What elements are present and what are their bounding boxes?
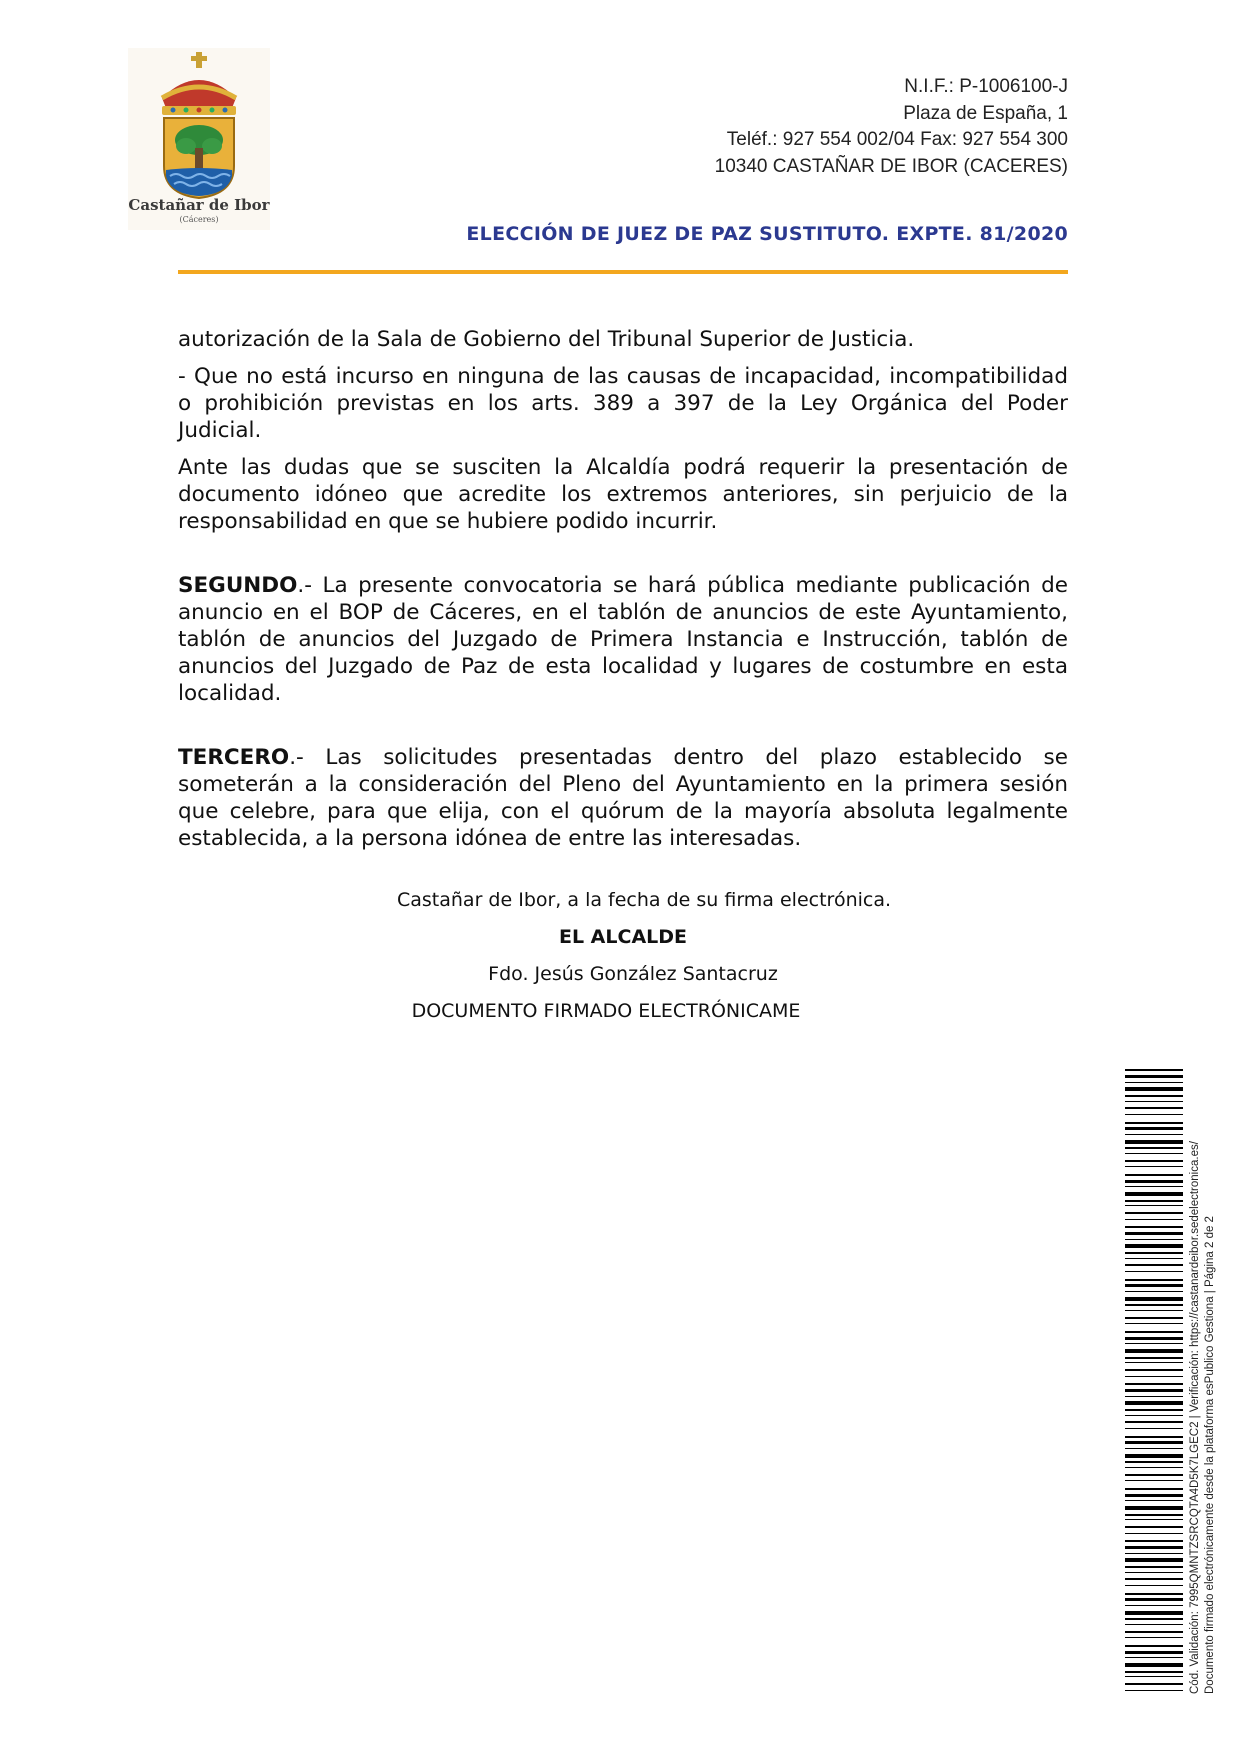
tercero-label: TERCERO: [178, 745, 290, 770]
signer-role: EL ALCALDE: [558, 926, 688, 948]
phone-line: Teléf.: 927 554 002/04 Fax: 927 554 300: [726, 129, 1068, 150]
address-line: Plaza de España, 1: [903, 102, 1068, 124]
document-body: [178, 326, 1068, 852]
segundo-label: SEGUNDO: [178, 573, 298, 598]
verification-text: [1188, 1069, 1228, 1694]
tercero-text: .- Las solicitudes presentadas dentro del plazo establecido se someterán a la consideración del Pleno del Ayuntamiento en la primera sesión que celebre, para que elija, con el quórum de la mayoría absoluta legalmente establecida, a la persona idónea de entre las interesadas.: [178, 745, 1068, 851]
signer-name: Fdo. Jesús González Santacruz: [488, 963, 778, 985]
paragraph-tercero: [178, 744, 1068, 852]
header-divider: [178, 270, 1068, 274]
verification-line-1: Cód. Validación: 7995QMNTZSRCQTA4D5K7LGEC2 | Verificación: https://castanardeibor.sedelectronica.es/: [1189, 1141, 1201, 1694]
paragraph-incapacity: - Que no está incurso en ninguna de las causas de incapacidad, incompatibilidad o prohibición previstas en los arts. 389 a 397 de la Ley Orgánica del Poder Judicial.: [178, 364, 1068, 443]
paragraph-segundo: [178, 572, 1068, 707]
logo-caption: Castañar de Ibor: [128, 196, 270, 214]
signature-block: [178, 882, 1068, 1030]
place-date: Castañar de Ibor, a la fecha de su firma electrónica.: [396, 889, 892, 911]
logo-subcaption: (Cáceres): [179, 215, 219, 224]
city-line: 10340 CASTAÑAR DE IBOR (CACERES): [714, 155, 1068, 177]
verification-line-2: Documento firmado electrónicamente desde la plataforma esPublico Gestiona | Página 2 de 2: [1204, 1216, 1216, 1694]
signature-note: DOCUMENTO FIRMADO ELECTRÓNICAME: [411, 1000, 801, 1022]
paragraph-doubts: Ante las dudas que se susciten la Alcaldía podrá requerir la presentación de documento idóneo que acredite los extremos anteriores, sin perjuicio de la responsabilidad en que se hubiere podido incurrir.: [178, 455, 1068, 534]
verification-barcode: [1125, 1069, 1183, 1694]
nif-line: N.I.F.: P-1006100-J: [904, 76, 1068, 97]
contact-block: [715, 74, 1068, 180]
document-title: ELECCIÓN DE JUEZ DE PAZ SUSTITUTO. EXPTE. 81/2020: [466, 223, 1068, 245]
paragraph-authorization: autorización de la Sala de Gobierno del Tribunal Superior de Justicia.: [178, 327, 915, 352]
segundo-text: .- La presente convocatoria se hará pública mediante publicación de anuncio en el BOP de Cáceres, en el tablón de anuncios de este Ayuntamiento, tablón de anuncios del Juzgado de Primera Instancia e Instrucción, tablón de anuncios del Juzgado de Paz de esta localidad y lugares de costumbre en esta localidad.: [178, 573, 1068, 706]
